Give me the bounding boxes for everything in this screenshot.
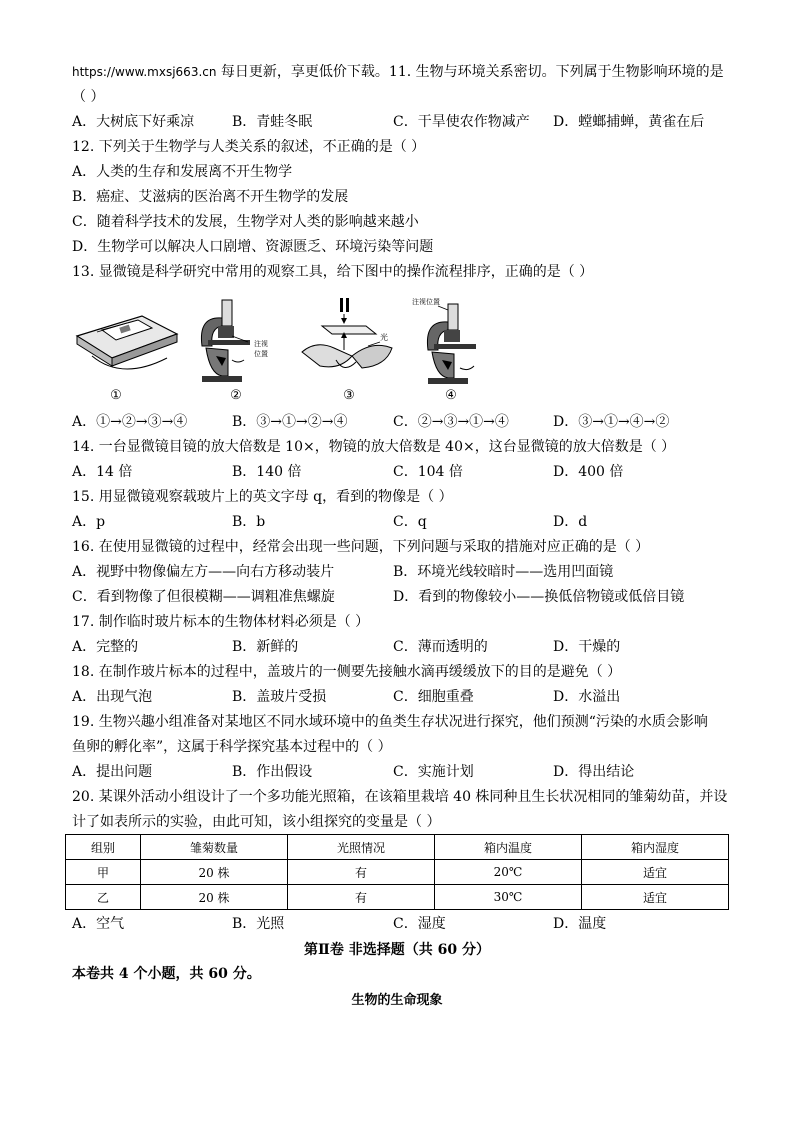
table-cell: 乙: [66, 885, 141, 910]
table-header: 光照情况: [288, 835, 435, 860]
q13-stem: 13. 显微镜是科学研究中常用的观察工具，给下图中的操作流程排序，正确的是（ ）: [72, 264, 594, 280]
option-b: B．新鲜的: [232, 639, 299, 655]
option-c: C．②→③→①→④: [393, 414, 509, 430]
table-row: [66, 885, 729, 910]
option-c: C．薄而透明的: [393, 639, 488, 655]
option-b: B．盖玻片受损: [232, 689, 327, 705]
q16-options-cd: [72, 587, 722, 607]
option-b: B．③→①→②→④: [232, 414, 348, 430]
q12-option-a: A．人类的生存和发展离不开生物学: [72, 164, 293, 180]
q20-stem-line1: 20. 某课外活动小组设计了一个多功能光照箱，在该箱里栽培 40 株同种且生长状况相同的雏菊幼苗，并设: [72, 789, 728, 805]
figure-label-1: ①: [110, 388, 122, 403]
q18-options: [72, 687, 722, 707]
q18-stem: 18. 在制作玻片标本的过程中，盖玻片的一侧要先接触水滴再缓缓放下的目的是避免（ ）: [72, 664, 622, 680]
q12-option-b: B．癌症、艾滋病的医治离不开生物学的发展: [72, 189, 349, 205]
site-url[interactable]: https://www.mxsj663.cn: [72, 65, 217, 79]
fig4-caption: 注视位置: [412, 298, 440, 306]
fig2-caption: 注视: [254, 340, 268, 348]
option-b: B．光照: [232, 916, 285, 932]
table-header: 箱内湿度: [581, 835, 728, 860]
option-a: A．出现气泡: [72, 689, 153, 705]
option-d: D．③→①→④→②: [553, 414, 670, 430]
table-header: 雏菊数量: [141, 835, 288, 860]
option-c: C．细胞重叠: [393, 689, 474, 705]
table-cell: 甲: [66, 860, 141, 885]
table-row: [66, 860, 729, 885]
table-cell: 20 株: [141, 860, 288, 885]
experiment-table: [65, 834, 729, 910]
option-b: B．环境光线较暗时——选用凹面镜: [393, 564, 614, 580]
table-header-row: [66, 835, 729, 860]
option-c: C．干旱使农作物减产: [393, 114, 530, 130]
option-a: A．完整的: [72, 639, 139, 655]
q19-options: [72, 762, 722, 782]
option-a: A．空气: [72, 916, 125, 932]
table-cell: 20℃: [434, 860, 581, 885]
microscope-focus-figure: [188, 296, 298, 386]
q14-options: [72, 462, 722, 482]
table-cell: 有: [288, 860, 435, 885]
figure-label-4: ④: [445, 388, 457, 403]
q20-stem-line2: 计了如表所示的实验，由此可知，该小组探究的变量是（ ）: [72, 814, 441, 830]
q13-options: [72, 412, 722, 432]
figure-label-3: ③: [343, 388, 355, 403]
slide-placing-figure: [296, 296, 406, 386]
q17-options: [72, 637, 722, 657]
section-note: 本卷共 4 个小题，共 60 分。: [72, 966, 261, 982]
q12-option-c: C．随着科学技术的发展，生物学对人类的影响越来越小: [72, 214, 419, 230]
microscope-stage-figure: [72, 296, 182, 386]
option-c: C．实施计划: [393, 764, 474, 780]
q12-stem: 12. 下列关于生物学与人类关系的叙述，不正确的是（ ）: [72, 139, 426, 155]
table-cell: 有: [288, 885, 435, 910]
section-title: 第Ⅱ卷 非选择题（共 60 分）: [304, 942, 490, 958]
option-a: A．大树底下好乘凉: [72, 114, 195, 130]
table-header: 箱内温度: [434, 835, 581, 860]
section-subtitle: 生物的生命现象: [351, 993, 443, 1008]
q19-stem-line1: 19. 生物兴趣小组准备对某地区不同水域环境中的鱼类生存状况进行探究，他们预测“污染的水质会影响: [72, 714, 708, 730]
option-b: B．青蛙冬眠: [232, 114, 313, 130]
table-header: 组别: [66, 835, 141, 860]
q20-options: [72, 914, 722, 934]
option-b: B．b: [232, 514, 266, 530]
q15-options: [72, 512, 722, 532]
microscope-eyepiece-figure: [408, 296, 518, 386]
table-cell: 20 株: [141, 885, 288, 910]
option-d: D．螳螂捕蝉，黄雀在后: [553, 114, 705, 130]
option-d: D．400 倍: [553, 464, 624, 480]
option-a: A．提出问题: [72, 764, 153, 780]
option-c: C．看到物像了但很模糊——调粗准焦螺旋: [72, 589, 335, 605]
figure-label-2: ②: [230, 388, 242, 403]
q11-options: [72, 112, 722, 132]
table-cell: 适宜: [581, 885, 728, 910]
option-d: D．d: [553, 514, 588, 530]
q16-options-ab: [72, 562, 722, 582]
option-c: C．104 倍: [393, 464, 463, 480]
option-d: D．看到的物像较小——换低倍物镜或低倍目镜: [393, 589, 685, 605]
q11-paren: （ ）: [72, 89, 105, 105]
q19-stem-line2: 鱼卵的孵化率”，这属于科学探究基本过程中的（ ）: [72, 739, 392, 755]
q11-stem: 每日更新，享更低价下载。11. 生物与环境关系密切。下列属于生物影响环境的是: [216, 64, 724, 80]
option-a: A．p: [72, 514, 106, 530]
option-d: D．水溢出: [553, 689, 621, 705]
option-c: C．湿度: [393, 916, 446, 932]
table-cell: 适宜: [581, 860, 728, 885]
svg-text:位置: 位置: [254, 350, 268, 358]
option-d: D．干燥的: [553, 639, 621, 655]
option-d: D．得出结论: [553, 764, 635, 780]
table-cell: 30℃: [434, 885, 581, 910]
fig3-caption: 光: [380, 333, 388, 342]
option-a: A．14 倍: [72, 464, 133, 480]
option-b: B．作出假设: [232, 764, 313, 780]
q12-option-d: D．生物学可以解决人口剧增、资源匮乏、环境污染等问题: [72, 239, 434, 255]
q14-stem: 14. 一台显微镜目镜的放大倍数是 10×，物镜的放大倍数是 40×，这台显微镜的放大倍数是（ ）: [72, 439, 676, 455]
q16-stem: 16. 在使用显微镜的过程中，经常会出现一些问题，下列问题与采取的措施对应正确的是（ ）: [72, 539, 650, 555]
option-b: B．140 倍: [232, 464, 302, 480]
q17-stem: 17. 制作临时玻片标本的生物体材料必须是（ ）: [72, 614, 370, 630]
option-a: A．①→②→③→④: [72, 414, 188, 430]
q15-stem: 15. 用显微镜观察载玻片上的英文字母 q，看到的物像是（ ）: [72, 489, 453, 505]
option-c: C．q: [393, 514, 427, 530]
option-d: D．温度: [553, 916, 607, 932]
header-line: [72, 62, 724, 82]
option-a: A．视野中物像偏左方——向右方移动装片: [72, 564, 335, 580]
